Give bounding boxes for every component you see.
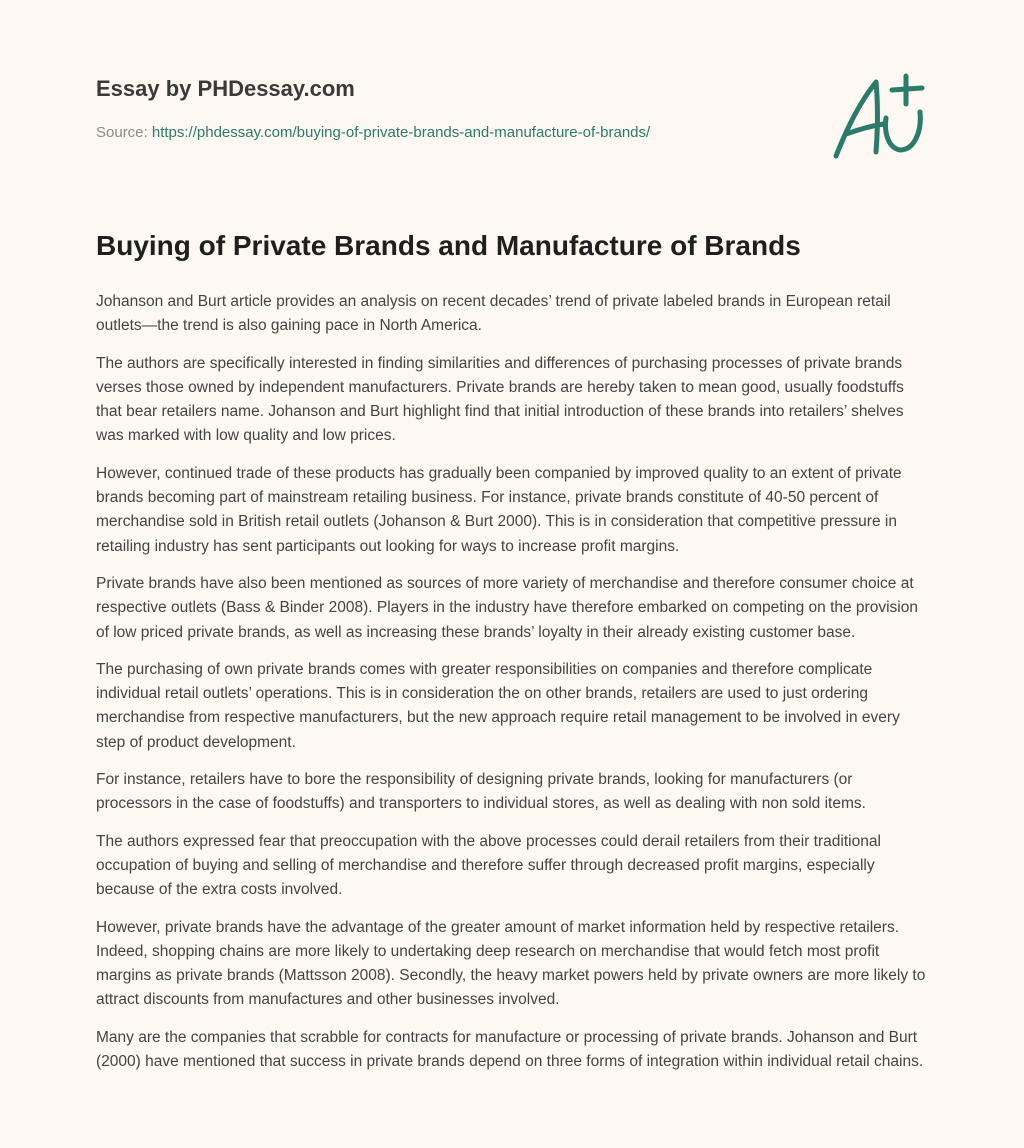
source-line [96, 124, 650, 141]
essay-paragraph-6: For instance, retailers have to bore the responsibility of designing private brands, looking for manufacturers (or processors in the case of foodstuffs) and transporters to individual stores, as well as dealing with non sold items. [96, 771, 866, 813]
essay-paragraph-5: The purchasing of own private brands comes with greater responsibilities on companies and therefore complicate individual retail outlets’ operations. This is in consideration the on other brands, retailers are used to just ordering merchandise from respective manufacturers, but the new approach require retail management to be involved in every step of product development. [96, 660, 900, 751]
brand-title: Essay by PHDessay.com [96, 76, 355, 101]
essay-paragraph-7: The authors expressed fear that preoccupation with the above processes could derail retailers from their traditional occupation of buying and selling of merchandise and therefore suffer through decreased profit margins, especially because of the extra costs involved. [96, 832, 881, 899]
essay-title: Buying of Private Brands and Manufacture of Brands [96, 230, 801, 261]
essay-paragraph-9: Many are the companies that scrabble for contracts for manufacture or processing of private brands. Johanson and Burt (2000) have mentioned that success in private brands depend on three forms of integration within individual retail chains. [96, 1028, 924, 1071]
site-header [96, 0, 928, 200]
essay-paragraph-8: However, private brands have the advantage of the greater amount of market information held by respective retailers. Indeed, shopping chains are more likely to undertaking deep research on merchandise that would fetch most profit margins as private brands (Mattsson 2008). Secondly, the heavy market powers held by private owners are more likely to attract discounts from manufactures and other businesses involved. [96, 918, 926, 1009]
essay-paragraph-1: Johanson and Burt article provides an analysis on recent decades’ trend of private labeled brands in European retail outlets—the trend is also gaining pace in North America. [96, 293, 891, 335]
essay-paragraph-3: However, continued trade of these products has gradually been companied by improved quality to an extent of private brands becoming part of mainstream retailing business. For instance, private brands constitute of 40-50 percent of merchandise sold in British retail outlets (Johanson & Burt 2000). This is in consideration that competitive pressure in retailing industry has sent participants out looking for ways to increase profit margins. [96, 464, 902, 555]
source-label: Source: [96, 124, 148, 141]
essay-paragraph-2: The authors are specifically interested in finding similarities and differences of purchasing processes of private brands verses those owned by independent manufacturers. Private brands are hereby taken to mean good, usually foodstuffs that bear retailers name. Johanson and Burt highlight find that initial introduction of these brands into retailers’ shelves was marked with low quality and low prices. [96, 354, 904, 445]
a-plus-logo-icon [826, 68, 930, 166]
essay-paragraph-4: Private brands have also been mentioned as sources of more variety of merchandise and therefore consumer choice at respective outlets (Bass & Binder 2008). Players in the industry have therefore embarked on competing on the provision of low priced private brands, as well as increasing these brands’ loyalty in their already existing customer base. [96, 574, 918, 641]
essay-body [96, 228, 928, 1074]
source-link[interactable]: https://phdessay.com/buying-of-private-brands-and-manufacture-of-brands/ [151, 124, 651, 141]
